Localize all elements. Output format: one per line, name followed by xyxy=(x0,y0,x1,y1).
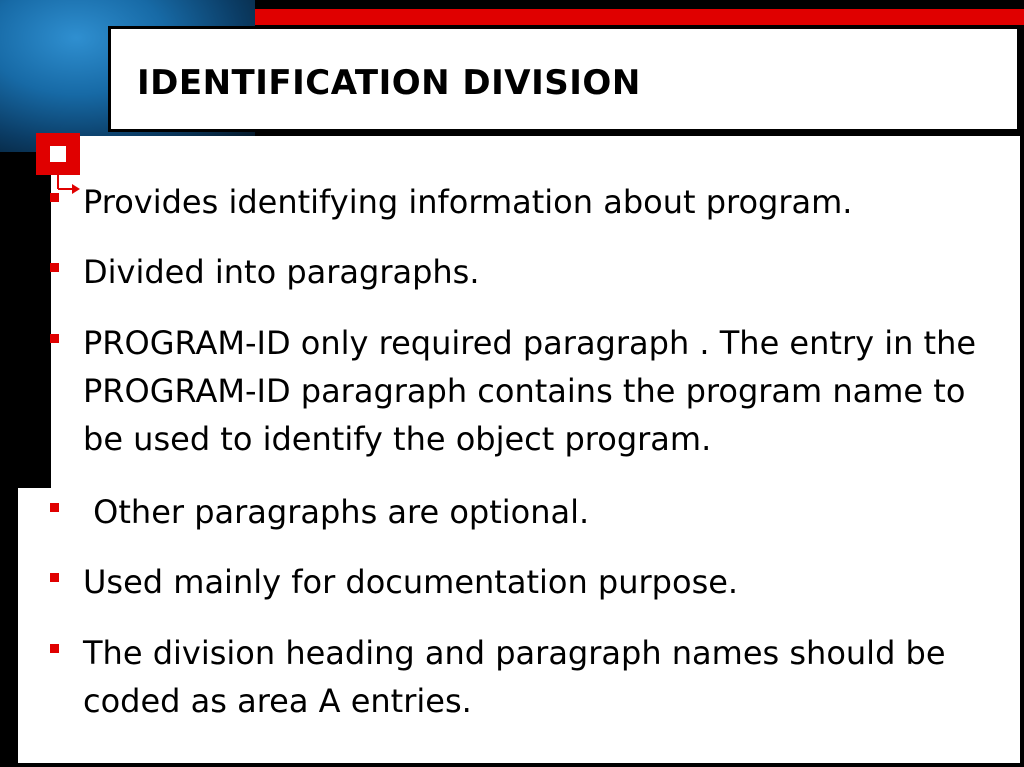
bullet-square-icon xyxy=(50,334,59,343)
slide-content-area-lower xyxy=(18,488,58,763)
bullet-square-icon xyxy=(50,573,59,582)
bullet-text: Used mainly for documentation purpose. xyxy=(83,563,739,601)
square-logo-inner xyxy=(50,146,66,162)
bullet-square-icon xyxy=(50,503,59,512)
square-logo-icon xyxy=(36,133,80,175)
bullet-square-icon xyxy=(50,193,59,202)
title-box xyxy=(108,26,1020,132)
bullet-text: The division heading and paragraph names should be coded as area A entries. xyxy=(83,634,956,720)
right-border-line xyxy=(1020,136,1024,767)
slide-title: IDENTIFICATION DIVISION xyxy=(137,63,641,103)
bullet-square-icon xyxy=(50,644,59,653)
bullet-text: Divided into paragraphs. xyxy=(83,253,480,291)
bullet-text: Other paragraphs are optional. xyxy=(83,493,590,531)
bullet-square-icon xyxy=(50,263,59,272)
bullet-text: PROGRAM-ID only required paragraph . The entry in the PROGRAM-ID paragraph contains the program name to be used to identify the object program. xyxy=(83,324,987,458)
red-top-bar xyxy=(255,9,1024,25)
bullet-text: Provides identifying information about program. xyxy=(83,183,853,221)
arrow-icon xyxy=(56,175,80,195)
